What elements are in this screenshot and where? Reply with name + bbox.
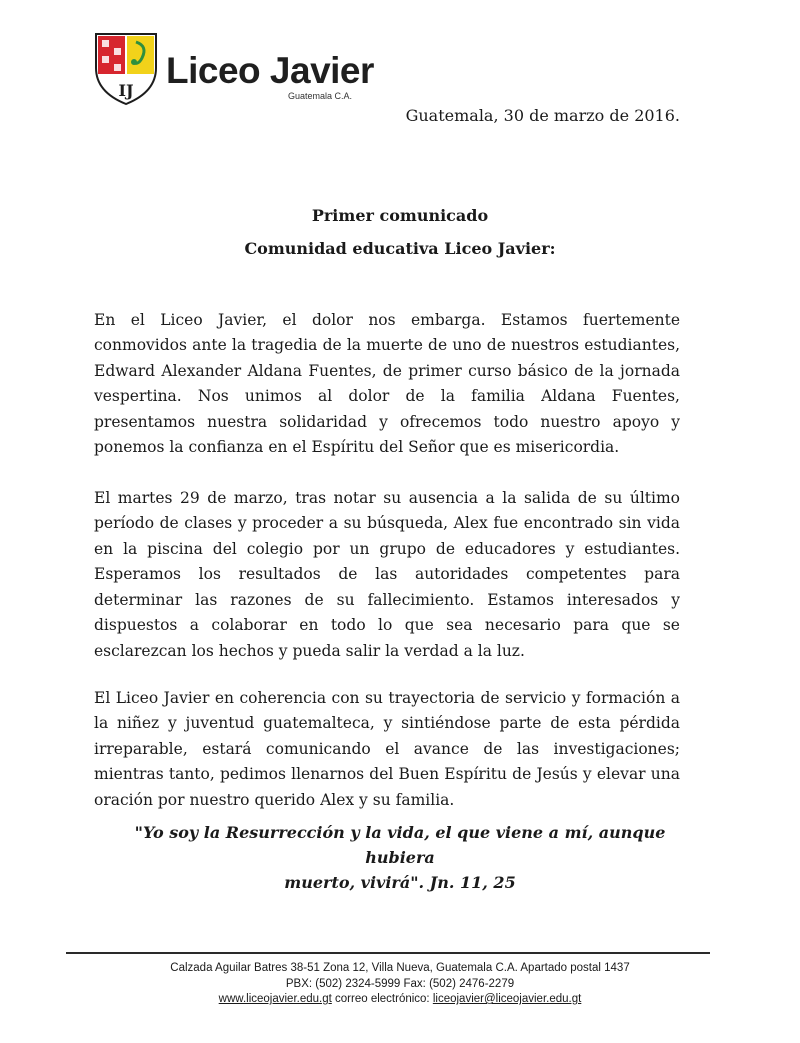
letterhead-logo xyxy=(92,28,382,112)
school-shield-icon xyxy=(92,28,160,106)
school-name: Liceo Javier xyxy=(166,50,374,91)
quote-line-2: muerto, vivirá". Jn. 11, 25 xyxy=(284,873,516,892)
letter-salutation: Comunidad educativa Liceo Javier: xyxy=(244,239,556,258)
email-link[interactable]: liceojavier@liceojavier.edu.gt xyxy=(432,993,582,1005)
letter-title: Primer comunicado xyxy=(311,206,489,225)
footer-contact xyxy=(0,992,800,1008)
paragraph-commitment: El Liceo Javier en coherencia con su trayectoria de servicio y formación a la niñez y juventud guatemalteca, y sintiéndose parte de esta pérdida irreparable, estará comunicando el avance de las investigaciones; mientras tanto, pedimos llenarnos del Buen Espíritu de Jesús y elevar una oración por nuestro querido Alex y su familia. xyxy=(94,688,680,809)
letter-date: Guatemala, 30 de marzo de 2016. xyxy=(405,106,680,125)
website-link[interactable]: www.liceojavier.edu.gt xyxy=(218,993,332,1005)
email-label: correo electrónico: xyxy=(335,993,430,1005)
letter-footer xyxy=(0,961,800,1008)
footer-phones: PBX: (502) 2324-5999 Fax: (502) 2476-2279 xyxy=(285,977,515,990)
scripture-quote xyxy=(100,820,700,895)
quote-line-1: "Yo soy la Resurrección y la vida, el que viene a mí, aunque hubiera xyxy=(134,823,666,867)
footer-divider xyxy=(66,952,710,954)
footer-address: Calzada Aguilar Batres 38-51 Zona 12, Villa Nueva, Guatemala C.A. Apartado postal 1437 xyxy=(170,962,630,974)
school-location: Guatemala C.A. xyxy=(288,91,353,101)
svg-text:IJ: IJ xyxy=(118,81,134,100)
paragraph-condolences: En el Liceo Javier, el dolor nos embarga. Estamos fuertemente conmovidos ante la tragedia de la muerte de uno de nuestros estudiantes, Edward Alexander Aldana Fuentes, de primer curso básico de la jornada vespertina. Nos unimos al dolor de la familia Aldana Fuentes, presentamos nuestra solidaridad y ofrecemos todo nuestro apoyo y ponemos la confianza en el Espíritu del Señor que es misericordia. xyxy=(94,310,680,456)
paragraph-events: El martes 29 de marzo, tras notar su ausencia a la salida de su último período de clases y proceder a su búsqueda, Alex fue encontrado sin vida en la piscina del colegio por un grupo de educadores y estudiantes. Esperamos los resultados de las autoridades competentes para determinar las razones de su fallecimiento. Estamos interesados y dispuestos a colaborar en todo lo que sea necesario para que se esclarezcan los hechos y pueda salir la verdad a la luz. xyxy=(94,488,680,660)
